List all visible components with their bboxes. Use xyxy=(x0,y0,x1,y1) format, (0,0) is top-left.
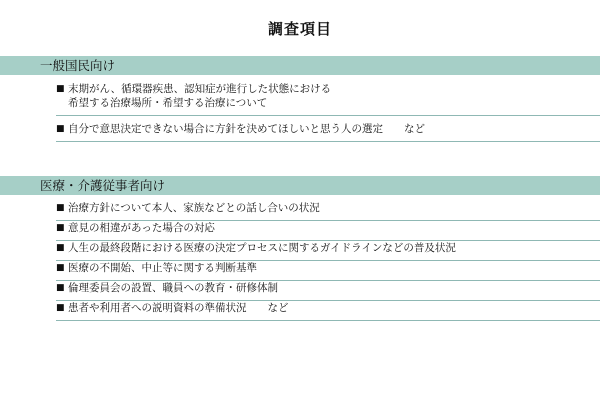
item-text-line: 患者や利用者への説明資料の準備状況 xyxy=(68,302,247,314)
list-item xyxy=(56,221,600,241)
page-title: 調査項目 xyxy=(267,20,332,38)
bullet-icon: ■ xyxy=(56,303,65,313)
item-text-line: 希望する治療場所・希望する治療について xyxy=(68,97,268,109)
section-heading-label: 医療・介護従事者向け xyxy=(40,178,166,193)
item-text-line: 治療方針について本人、家族などとの話し合いの状況 xyxy=(68,202,320,214)
list-item xyxy=(56,241,600,261)
list-item xyxy=(56,201,600,221)
bullet-icon: ■ xyxy=(56,223,65,233)
bullet-icon: ■ xyxy=(56,243,65,253)
bullet-icon: ■ xyxy=(56,124,65,134)
list-item xyxy=(56,301,600,321)
bullet-icon: ■ xyxy=(56,283,65,293)
item-text-line: 医療の不開始、中止等に関する判断基準 xyxy=(68,262,257,274)
section-heading-label: 一般国民向け xyxy=(40,58,116,73)
section-header-medical-care-staff xyxy=(0,176,600,195)
list-item xyxy=(56,261,600,281)
section-items-medical-care-staff xyxy=(56,201,600,321)
section-items-general-public xyxy=(56,82,600,142)
list-item xyxy=(56,281,600,301)
item-text-line: 末期がん、循環器疾患、認知症が進行した状態における xyxy=(68,83,332,95)
item-text-line: 意見の相違があった場合の対応 xyxy=(68,222,215,234)
bullet-icon: ■ xyxy=(56,203,65,213)
section-header-general-public xyxy=(0,56,600,75)
item-suffix: など xyxy=(246,302,289,314)
bullet-icon: ■ xyxy=(56,263,65,273)
list-item xyxy=(56,122,600,142)
list-item xyxy=(56,82,600,116)
bullet-icon: ■ xyxy=(56,84,65,94)
item-text-line: 人生の最終段階における医療の決定プロセスに関するガイドラインなどの普及状況 xyxy=(68,242,456,254)
item-text-line: 倫理委員会の設置、職員への教育・研修体制 xyxy=(68,282,278,294)
item-text-line: 自分で意思決定できない場合に方針を決めてほしいと思う人の選定 xyxy=(68,123,383,135)
item-suffix: など xyxy=(383,123,425,135)
item-text-block xyxy=(68,82,331,110)
